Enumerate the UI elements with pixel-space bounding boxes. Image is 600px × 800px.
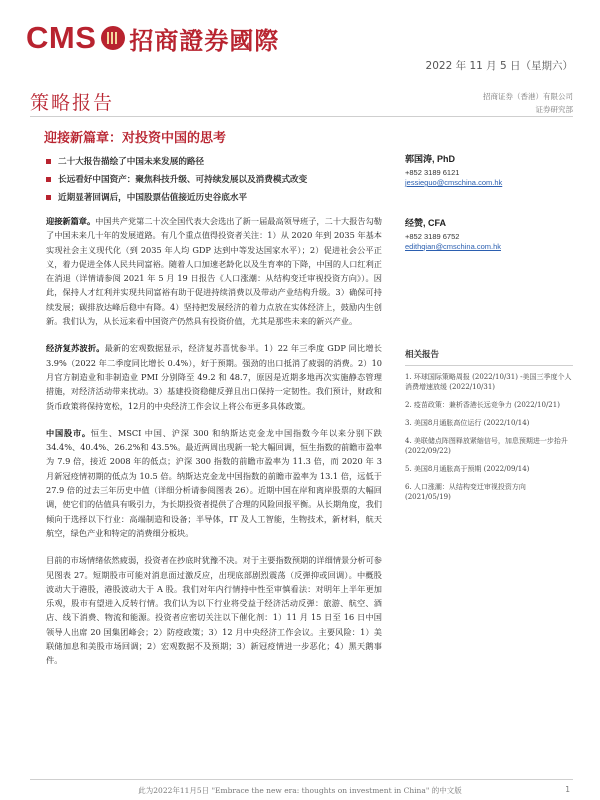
related-reports xyxy=(405,348,573,510)
paragraph-text: 目前的市场情绪依然疲弱，投资者在抄底时犹豫不决。对于主要指数预期的详细情景分析可参见图表 27。短期股市可能对消息面过激反应，出现底部剧烈震荡（反弹抑或回调）。中概股波动大于港股，港股波动大于 A 股。我们对年内行情持中性至审慎看法：对明年上半年更加乐观，股市有望进入反转行情。我们认为以下行业将受益于经济活动反弹：旅游、航空、酒店、线下消费、物流和能源。投资者应密切关注以下催化剂：1）11 月 15 日至 16 日中国领导人出席 20 国集团峰会；2）防疫政策；3）12 月中央经济工作会议。主要风险：1）美联储加息和美股市场回调；2）宏观数据不及预期；3）新冠疫情进一步恶化；4）黑天鹅事件。 xyxy=(46,555,382,666)
analyst-name: 郭国涛, PhD xyxy=(405,154,456,164)
paragraph-text: 中国共产党第二十次全国代表大会选出了新一届最高领导班子，二十大报告勾勒了中国未来几十年的发展道路。有几个重点值得投资者关注：1）从 2020 年到 2035 年基本实现社会主义现代化（到 2035 年人均 GDP 达到中等发达国家水平）；2）促进社会公平正义，着力促进全体人民共同富裕。随着人口加速老龄化以及生育率的下降，中国的人口红利正在消退（详情请参阅 2021 年 5 月 19 日报告《人口涨潮：从结构变迁审视投资方向》）。因此，保持人才红利并实现共同富裕有助于促进持续消费以及带动产业结构升级。3）确保可持续发展；碳排放达峰后稳中有降。4）坚持把发展经济的着力点放在实体经济上，鼓励内生创新。我们认为，从长远来看中国资产仍然具有投资价值，尤其是那些未来的新兴产业。 xyxy=(46,216,382,327)
highlight-item: 近期显著回调后，中国股票估值接近历史谷底水平 xyxy=(46,189,307,207)
analyst-card xyxy=(405,216,575,252)
related-reports-heading: 相关报告 xyxy=(405,348,573,366)
paragraph xyxy=(46,341,382,412)
related-report-link[interactable]: 4. 美联储点阵图释放紧缩信号，加息预期进一步抬升 (2022/09/22) xyxy=(405,437,568,455)
related-report-link[interactable]: 5. 美国8月通胀高于预期 (2022/09/14) xyxy=(405,465,530,473)
firm-name: 招商证券（香港）有限公司 xyxy=(483,92,573,101)
logo-chinese: 招商證券國際 xyxy=(129,25,280,55)
department-name: 证券研究部 xyxy=(535,105,573,114)
highlight-item: 二十大报告描绘了中国未来发展的路径 xyxy=(46,153,307,171)
report-type: 策略报告 xyxy=(30,92,115,114)
related-report-link[interactable]: 3. 美国8月通胀高位运行 (2022/10/14) xyxy=(405,419,530,427)
key-highlights xyxy=(46,153,307,207)
analyst-phone: +852 3189 6752 xyxy=(405,232,460,241)
header-divider xyxy=(30,116,573,117)
paragraph-text: 恒生、MSCI 中国、沪深 300 和纳斯达克金龙中国指数今年以来分别下跌 34.4%、40.4%、26.2%和 43.5%。最近两周出现新一轮大幅回调，恒生指数的前瞻市盈率为 7.9 倍，接近 2008 年的低点；沪深 300 指数的前瞻市盈率为 11.3 倍，而 2020 年 3 月新冠疫情初期的低点为 10.5 倍。纳斯达克金龙中国指数的前瞻市盈率为 13.1 倍，远低于 27.9 倍的过去三年历史中值（详细分析请参阅图表 26）。近期中国在岸和离岸股票的大幅回调，使它们的估值具有吸引力，为长期投资者提供了合理的风险回报平衡。从长期角度，我们倾向于选择以下行业：高端制造和设备；半导体，IT 及人工智能，生物技术，新材料，航天航空，绿色产业和特定的消费细分板块。 xyxy=(46,427,382,538)
analyst-phone: +852 3189 6121 xyxy=(405,168,460,177)
firm-info xyxy=(483,90,573,116)
paragraph-lead: 中国股市。 xyxy=(46,427,91,438)
paragraph-text: 最新的宏观数据显示，经济复苏喜忧参半。1）22 年三季度 GDP 同比增长 3.9%（2022 年二季度同比增长 0.4%），好于预期。强劲的出口抵消了疲弱的消费。2）10 月官方制造业和非制造业 PMI 分别降至 49.2 和 48.7，原因是近期多地再次实施静态管理措施，对经济活动带来扰动。3）基建投资稳健反弹且出口保持一定韧性。我们预计，财政和货币政策将保持宽松，12月的中央经济工作会议上将公布更多具体政策。 xyxy=(46,343,382,411)
related-report-link[interactable]: 6. 人口涨潮：从结构变迁审视投资方向 (2021/05/19) xyxy=(405,483,526,501)
page-number: 1 xyxy=(565,785,570,794)
related-report-link[interactable]: 1. 环球国际策略周报 (2022/10/31) -美国三季度个人消费增速放缓 (2022/10/31) xyxy=(405,373,572,391)
highlight-item: 长远看好中国资产：聚焦科技升级、可持续发展以及消费模式改变 xyxy=(46,171,307,189)
report-title: 迎接新篇章：对投资中国的思考 xyxy=(44,131,227,146)
analyst-card xyxy=(405,152,575,188)
report-body xyxy=(46,214,382,681)
paragraph xyxy=(46,553,382,667)
logo-latin: CMS xyxy=(26,20,97,55)
analyst-email-link[interactable]: jessieguo@cmschina.com.hk xyxy=(405,178,503,187)
report-date: 2022 年 11 月 5 日（星期六） xyxy=(425,60,573,72)
paragraph xyxy=(46,426,382,540)
footer-note: 此为2022年11月5日 "Embrace the new era: thoughts on investment in China" 的中文版 xyxy=(138,786,462,795)
paragraph xyxy=(46,214,382,328)
analyst-name: 经赞, CFA xyxy=(405,218,447,228)
related-report-link[interactable]: 2. 疫苗政策：兼析香港长远竞争力 (2022/10/21) xyxy=(405,401,560,409)
paragraph-lead: 经济复苏波折。 xyxy=(46,343,105,354)
footer-divider xyxy=(30,779,573,780)
company-logo xyxy=(26,18,279,58)
analyst-email-link[interactable]: edithqian@cmschina.com.hk xyxy=(405,242,501,251)
logo-emblem-icon xyxy=(101,26,125,50)
paragraph-lead: 迎接新篇章。 xyxy=(46,216,96,226)
